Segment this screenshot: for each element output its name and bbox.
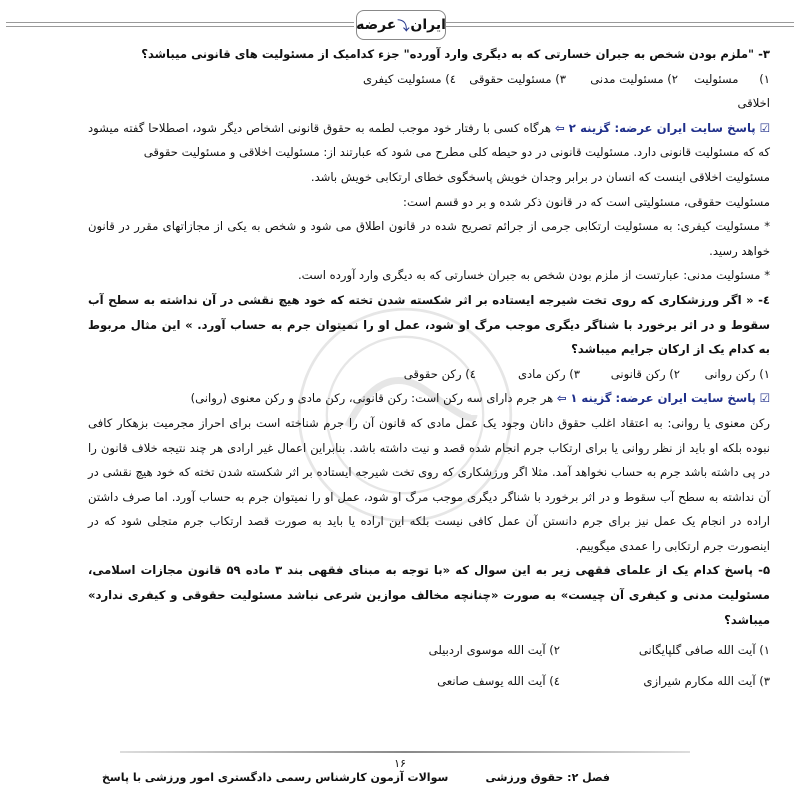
iran-arze-logo [356,10,446,40]
question-text: "ملزم بودن شخص به جبران خسارتی که به دیگری وارد آورده" جزء کدامیک از مسئولیت های قانونی میباشد؟ [141,47,755,61]
question-5-options-row-1 [88,638,770,663]
chapter-title: فصل ۲: حقوق ورزشی [485,771,610,784]
question-4-options [88,362,770,387]
option-4: ٤) رکن حقوقی [403,366,476,381]
book-title: سوالات آزمون کارشناس رسمی دادگستری امور ورزشی با پاسخ [102,771,449,784]
footer-rule [120,751,690,753]
question-text: « اگر ورزشکاری که روی تخت شیرجه ایستاده بر اثر شکسته شدن تخته که خود هیچ نقشی در آن نداشته به سطح آب سقوط و در اثر برخورد با شناگر دیگری موجب مرگ او شود، عمل او را نمیتوان جرم به حساب آورد. » این مثال مربوط به کدام یک از ارکان جرایم میباشد؟ [88,292,770,357]
option-1: ۱) آیت الله صافی گلپایگانی [638,643,770,658]
answer-intro: هر جرم دارای سه رکن است: رکن قانونی، رکن مادی و رکن معنوی (روانی) [190,391,554,406]
document-body [88,42,770,693]
question-number: ۳- [758,47,770,61]
curved-arrow-icon: ⤵ [397,18,410,33]
option-4: ٤) آیت الله یوسف صانعی [437,673,560,688]
question-number: ۵- [758,563,771,578]
question-5 [88,558,770,632]
paragraph: مسئولیت حقوقی، مسئولیتی است که در قانون ذکر شده و بر دو قسم است: [403,194,770,209]
answer-label: پاسخ سایت ایران عرضه: گزینه ۱ [570,391,756,406]
paragraph: * مسئولیت کیفری: به مسئولیت ارتکابی جرمی از جرائم تصریح شده در قانون اطلاق می شود و شخص به یکی از مجازاتهای مقرر در قانون خواهد رسید. [88,219,770,258]
option-1: ۱) مسئولیت اخلاقی [694,71,770,111]
question-5-options-row-2 [88,669,770,694]
logo-text-1: ایران [410,17,446,33]
paragraph: رکن معنوی یا روانی: به اعتقاد اغلب حقوق دانان وجود یک عمل مادی که قانون آن را جرم شناخته است برای احراز مجرمیت بزهکار کافی نبوده بلکه او باید از نظر روانی یا برای ارتکاب جرم انجام شده قصد و نیت داشته باشد. بنابراین اعمال غیر ارادی هر چند نتیجه خلاف قانون را در پی داشته باشد جرم به حساب نخواهد آمد. مثلا اگر ورزشکاری که روی تخت شیرجه ایستاده بر اثر شکسته شدن تخته که خود هیچ نقشی در آن نداشته به سطح آب سقوط و در اثر برخورد با شناگر دیگری موجب مرگ او شود، عمل او را نمیتوان جرم به حساب آورد. اما صرف داشتن اراده در انجام یک عمل نیز برای جرم دانستن آن عمل کافی نیست بلکه این اراده یا باید به صورت قصد ارتکاب جرم متجلی شود که در اینصورت جرم ارتکابی را عمدی میگوییم. [88,415,770,553]
question-3-options [88,67,770,116]
answer-4 [88,386,770,411]
checkbox-icon: ☑ [759,391,770,406]
arrow-left-icon: ⇦ [555,120,565,135]
option-2: ۲) مسئولیت مدنی [590,71,678,86]
paragraph: مسئولیت اخلاقی اینست که انسان در برابر وجدان خویش پاسخگوی خطای ارتکابی خویش باشد. [310,169,770,184]
question-4 [88,288,770,362]
answer-label: پاسخ سایت ایران عرضه: گزینه ۲ [568,120,756,135]
logo-text-2: عرضه [356,17,397,33]
question-3 [88,42,770,67]
page-number: ۱۶ [394,757,406,770]
header-rule-right [446,22,794,27]
option-3: ۳) آیت الله مکارم شیرازی [643,673,770,688]
arrow-left-icon: ⇦ [556,391,567,406]
option-3: ۳) مسئولیت حقوقی [469,71,566,86]
header-rule-left [6,22,354,27]
paragraph: * مسئولیت مدنی: عبارتست از ملزم بودن شخص به جبران خسارتی که به دیگری وارد آورده است. [297,268,770,283]
checkbox-icon: ☑ [759,120,771,135]
question-number: ٤- [758,292,770,307]
answer-3 [88,116,770,165]
answer-intro: هرگاه کسی با رفتار خود موجب لطمه به حقوق قانونی اشخاص دیگر شود، اصطلاحا گفته میشود که که مسئولیت قانونی دارد. مسئولیت قانونی در دو حیطه کلی مطرح می شود که عبارتند از: مسئولیت اخلاقی و مسئولیت حقوقی [88,120,770,160]
option-1: ۱) رکن روانی [704,366,770,381]
option-4: ٤) مسئولیت کیفری [363,71,456,86]
option-3: ۳) رکن مادی [517,366,580,381]
option-2: ۲) آیت الله موسوی اردبیلی [428,643,560,658]
question-text: پاسخ کدام یک از علمای فقهی زیر به این سوال که «با توجه به مبنای فقهی بند ۳ ماده ۵۹ قانون مجازات اسلامی، مسئولیت مدنی و کیفری آن چیست» به صورت «چنانچه مخالف موازین شرعی نباشد مسئولیت حقوقی و کیفری ندارد» میباشد؟ [88,563,770,627]
option-2: ۲) رکن قانونی [610,366,680,381]
